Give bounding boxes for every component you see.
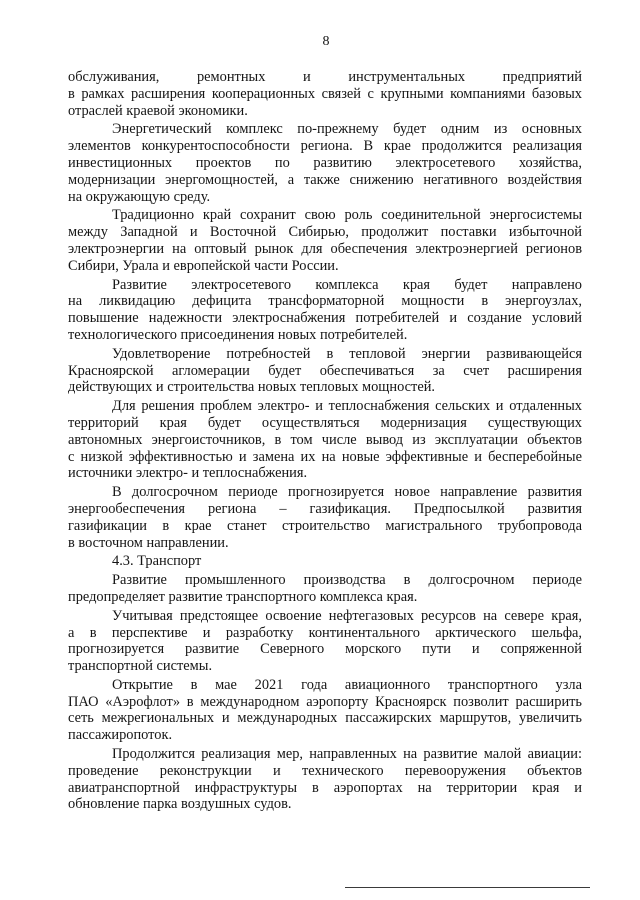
text-line: инвестиционных проектов по развитию электросетевого хозяйства, — [68, 154, 582, 171]
text-line: проведение реконструкции и технического перевооружения объектов — [68, 762, 582, 779]
text-line: обновление парка воздушных судов. — [68, 796, 292, 813]
paragraph — [68, 69, 582, 119]
text-line: между Западной и Восточной Сибирью, продолжит поставки избыточной — [68, 224, 582, 241]
text-line: В долгосрочном периоде прогнозируется новое направление развития — [112, 484, 582, 501]
text-line: элементов конкурентоспособности региона. В крае продолжится реализация — [68, 138, 582, 155]
text-line: энергообеспечения региона – газификация. Предпосылкой развития — [68, 500, 582, 517]
text-line: Удовлетворение потребностей в тепловой энергии развивающейся — [112, 345, 582, 362]
text-line: газификации в крае станет строительство магистрального трубопровода — [68, 517, 582, 534]
text-line: Энергетический комплекс по-прежнему будет одним из основных — [112, 121, 582, 138]
text-line: Красноярской агломерации будет обеспечиваться за счет расширения — [68, 362, 582, 379]
text-line: Продолжится реализация мер, направленных на развитие малой авиации: — [112, 746, 582, 763]
text-line: транспортной системы. — [68, 658, 213, 675]
paragraph — [68, 207, 582, 274]
paragraph — [68, 484, 582, 551]
paragraph — [68, 277, 582, 344]
text-line: Развитие промышленного производства в долгосрочном периоде — [112, 572, 582, 589]
text-line: предопределяет развитие транспортного комплекса края. — [68, 588, 418, 605]
text-line: пассажиропоток. — [68, 727, 173, 744]
text-line: Развитие электросетевого комплекса края будет направлено — [112, 276, 582, 293]
text-line: обслуживания, ремонтных и инструментальных предприятий — [68, 69, 582, 85]
text-line: электроэнергии на оптовый рынок для обеспечения электроэнергией регионов — [68, 240, 582, 257]
text-line: отраслей краевой экономики. — [68, 102, 248, 119]
text-line: Для решения проблем электро- и теплоснабжения сельских и отдаленных — [112, 398, 582, 415]
text-line: с низкой эффективностью и замена их на новые эффективные и бесперебойные — [68, 448, 582, 465]
text-line: прогнозируется развитие Северного морского пути и сопряженной — [68, 641, 582, 658]
text-line: Открытие в мае 2021 года авиационного транспортного узла — [112, 676, 582, 693]
text-line: повышение надежности электроснабжения потребителей и создание условий — [68, 310, 582, 327]
section-heading: 4.3. Транспорт — [112, 553, 202, 570]
text-line: Традиционно край сохранит свою роль соединительной энергосистемы — [112, 207, 582, 224]
text-line: сеть межрегиональных и международных пассажирских маршрутов, увеличить — [68, 710, 582, 727]
text-line: действующих и строительства новых тепловых мощностей. — [68, 379, 436, 396]
paragraph — [68, 398, 582, 482]
text-line: на ликвидацию дефицита трансформаторной мощности в энергоузлах, — [68, 293, 582, 310]
text-line: источники электро- и теплоснабжения. — [68, 465, 308, 482]
text-line: ПАО «Аэрофлот» в международном аэропорту Красноярск позволит расширить — [68, 693, 582, 710]
page-number: 8 — [322, 34, 330, 49]
footer-rule — [345, 887, 590, 888]
paragraph — [68, 346, 582, 396]
paragraph — [68, 608, 582, 675]
text-line: в восточном направлении. — [68, 534, 229, 551]
text-line: в рамках расширения кооперационных связей с крупными компаниями базовых — [68, 85, 582, 102]
paragraph — [68, 572, 582, 606]
document-body — [68, 69, 582, 815]
text-line: Сибири, Урала и европейской части России. — [68, 257, 339, 274]
paragraph — [68, 746, 582, 813]
text-line: на окружающую среду. — [68, 188, 211, 205]
text-line: авиатранспортной инфраструктуры в аэропортах на территории края и — [68, 779, 582, 796]
paragraph — [68, 677, 582, 744]
text-line: а в перспективе и разработку континентального арктического шельфа, — [68, 624, 582, 641]
text-line: модернизации энергомощностей, а также снижению негативного воздействия — [68, 171, 582, 188]
text-line: технологического присоединения новых потребителей. — [68, 326, 408, 343]
paragraph — [68, 121, 582, 205]
text-line: Учитывая предстоящее освоение нефтегазовых ресурсов на севере края, — [112, 607, 582, 624]
text-line: автономных энергоисточников, в том числе вывод из эксплуатации объектов — [68, 431, 582, 448]
text-line: территорий края будет осуществляться модернизация существующих — [68, 414, 582, 431]
